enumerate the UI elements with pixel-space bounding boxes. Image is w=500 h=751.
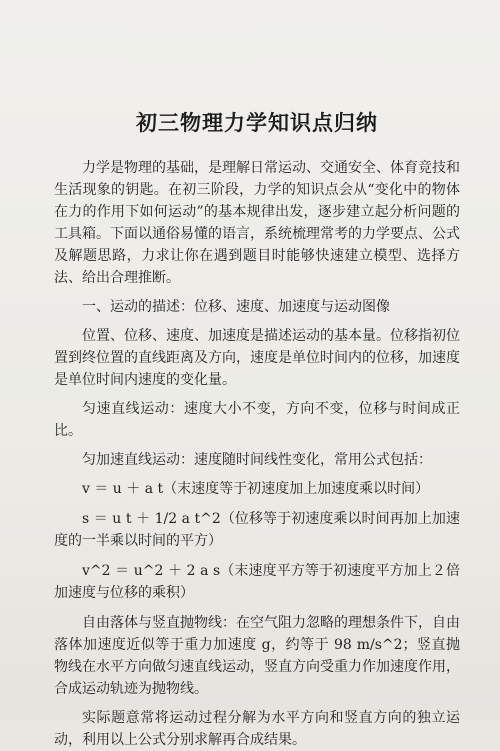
formula-displacement: s ＝ u t ＋ 1/2 a t^2（位移等于初速度乘以时间再加上加速度的一半乘以时间的平方） xyxy=(54,511,460,550)
formula-velocity-squared: v^2 ＝ u^2 ＋ 2 a s（末速度平方等于初速度平方加上２倍加速度与位移的乘积） xyxy=(54,563,460,602)
paragraph-practice-tip: 实际题意常将运动过程分解为水平方向和竖直方向的独立运动，利用以上公式分别求解再合成结果。 xyxy=(54,710,460,749)
paragraph-accelerated-motion: 匀加速直线运动：速度随时间线性变化，常用公式包括： xyxy=(82,452,432,469)
intro-paragraph: 力学是物理的基础，是理解日常运动、交通安全、体育竞技和生活现象的钥匙。在初三阶段，力学的知识点会从“变化中的物体在力的作用下如何运动”的基本规律出发，逐步建立起分析问题的工具箱。下面以通俗易懂的语言，系统梳理常考的力学要点、公式及解题思路，力求让你在遇到题目时能够快速建立模型、选择方法、给出合理推断。 xyxy=(54,160,460,287)
paragraph-basic-quantities: 位置、位移、速度、加速度是描述运动的基本量。位移指初位置到终位置的直线距离及方向，速度是单位时间内的位移，加速度是单位时间内速度的变化量。 xyxy=(54,328,460,389)
section-heading-motion: 一、运动的描述：位移、速度、加速度与运动图像 xyxy=(82,299,390,316)
paragraph-uniform-motion: 匀速直线运动：速度大小不变，方向不变，位移与时间成正比。 xyxy=(54,401,460,440)
paragraph-free-fall: 自由落体与竖直抛物线：在空气阻力忽略的理想条件下，自由落体加速度近似等于重力加速度 g，约等于 98 m/s^2；竖直抛物线在水平方向做匀速直线运动，竖直方向受重力作加速度作用，合成运动轨迹为抛物线。 xyxy=(54,615,460,698)
page-title: 初三物理力学知识点归纳 xyxy=(136,110,378,135)
formula-velocity: v ＝ u ＋ a t（末速度等于初速度加上加速度乘以时间） xyxy=(82,481,430,498)
